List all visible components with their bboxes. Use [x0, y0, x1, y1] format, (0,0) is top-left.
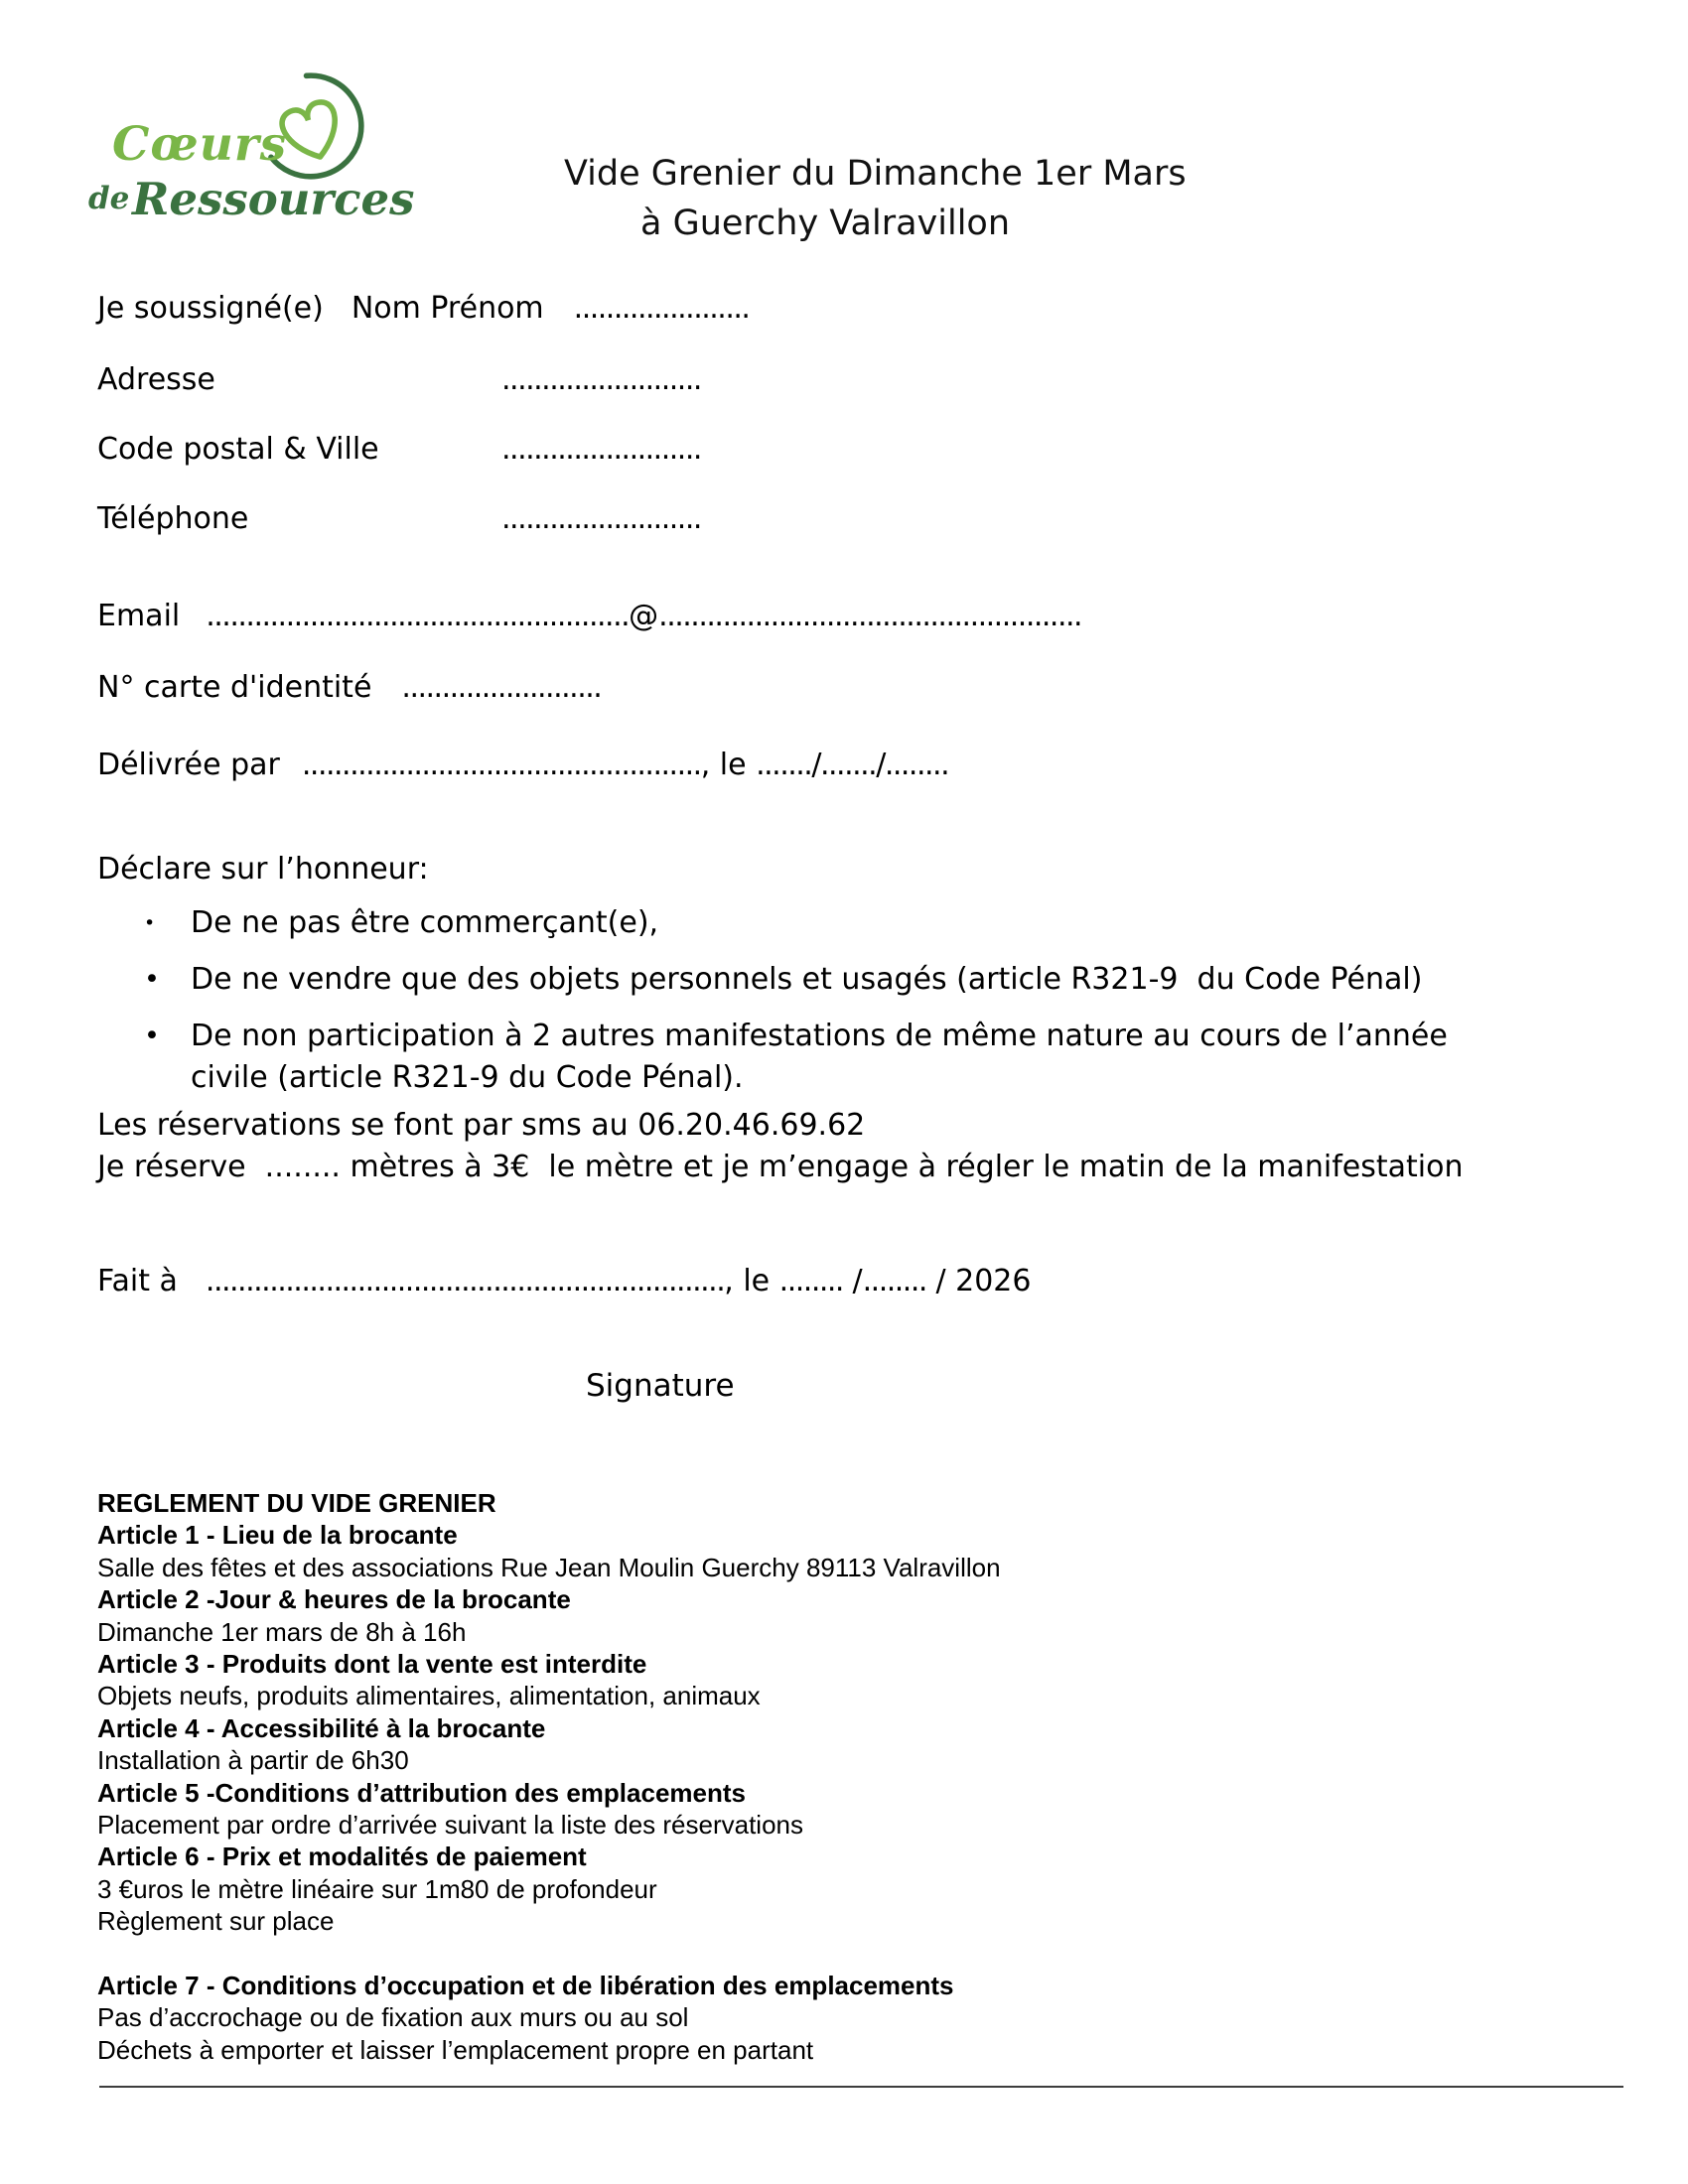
signatory-field-label: Nom Prénom	[351, 291, 544, 326]
rules-heading: REGLEMENT DU VIDE GRENIER	[97, 1488, 496, 1518]
rule-text: Déchets à emporter et laisser l’emplacement propre en partant	[97, 2034, 814, 2065]
place-and-date-row	[97, 1263, 1031, 1300]
fait-slash: /	[842, 1264, 863, 1298]
issued-by-label: Délivrée par	[97, 748, 280, 782]
sms-reservation-line: Les réservations se font par sms au 06.20.46.69.62	[97, 1108, 866, 1143]
issued-by-row	[97, 747, 948, 784]
bullet-icon: •	[144, 964, 160, 995]
email-row	[97, 598, 1081, 635]
fait-year: 2026	[955, 1264, 1032, 1298]
reserve-meters-line: Je réserve ........ mètres à 3€ le mètre et je m’engage à régler le matin de la manifestation	[97, 1150, 1464, 1184]
rule-article-4: Article 4 - Accessibilité à la brocante	[97, 1712, 546, 1743]
postal-city-label: Code postal & Ville	[97, 432, 379, 467]
rule-text: Installation à partir de 6h30	[97, 1745, 409, 1776]
rules-section	[97, 1487, 1001, 2066]
rule-article-1: Article 1 - Lieu de la brocante	[97, 1520, 458, 1551]
signatory-row	[97, 290, 749, 328]
declaration-bullet-3	[97, 1016, 1507, 1099]
bullet-text: De ne pas être commerçant(e),	[191, 905, 659, 940]
declaration-heading: Déclare sur l’honneur:	[97, 852, 429, 887]
postal-city-dotted-line: .........................	[501, 432, 701, 467]
fait-a-dotted-line: .................................................................	[205, 1264, 725, 1298]
rule-text: Dimanche 1er mars de 8h à 16h	[97, 1616, 467, 1647]
address-dotted-line: .........................	[501, 362, 701, 397]
id-card-label: N° carte d'identité	[97, 670, 372, 705]
logo-coeurs-de-ressources	[84, 69, 415, 243]
logo-word-ressources: Ressources	[132, 173, 415, 225]
rule-article-3: Article 3 - Produits dont la vente est interdite	[97, 1649, 647, 1680]
email-dotted-line-domain: .....................................................	[658, 599, 1082, 633]
email-dotted-line-local: .....................................................	[206, 599, 630, 633]
fait-month-dots: ........	[862, 1264, 926, 1298]
issued-date-dotted-line: ......./......./........	[756, 748, 949, 782]
bottom-divider	[99, 2086, 1623, 2088]
fait-slash: /	[925, 1264, 956, 1298]
signature-label: Signature	[586, 1368, 735, 1404]
fait-date-prefix: , le	[724, 1264, 779, 1298]
rule-text: Salle des fêtes et des associations Rue Jean Moulin Guerchy 89113 Valravillon	[97, 1552, 1001, 1582]
rule-text: Placement par ordre d’arrivée suivant la liste des réservations	[97, 1810, 804, 1841]
rule-article-6: Article 6 - Prix et modalités de paiement	[97, 1842, 587, 1872]
rule-article-5: Article 5 -Conditions d’attribution des emplacements	[97, 1777, 746, 1808]
document-title	[564, 149, 1187, 248]
address-row	[97, 361, 701, 399]
id-card-dotted-line: .........................	[401, 670, 602, 705]
rule-text: Pas d’accrochage ou de fixation aux murs ou au sol	[97, 2002, 689, 2033]
bullet-icon: •	[144, 912, 156, 934]
bullet-text: De non participation à 2 autres manifestations de même nature au cours de l’année civile (article R321-9 du Code Pénal).	[191, 1019, 1458, 1095]
issued-by-dotted-line: ..................................................	[301, 748, 701, 782]
phone-row	[97, 500, 701, 538]
postal-city-row	[97, 431, 701, 469]
phone-label: Téléphone	[97, 501, 249, 536]
email-at-sign: @	[629, 599, 659, 633]
declaration-bullet-1	[97, 902, 1507, 944]
address-label: Adresse	[97, 362, 215, 397]
rule-article-2: Article 2 -Jour & heures de la brocante	[97, 1584, 571, 1615]
fait-day-dots: ........	[778, 1264, 843, 1298]
signatory-dotted-line: ......................	[573, 291, 750, 326]
title-line-1: Vide Grenier du Dimanche 1er Mars	[564, 154, 1187, 194]
logo-word-coeurs: Cœurs	[112, 117, 288, 172]
rule-text: Règlement sur place	[97, 1906, 335, 1937]
reservation-section	[97, 1105, 1463, 1188]
declaration-bullet-2	[97, 959, 1507, 1001]
issued-date-prefix: , le	[700, 748, 757, 782]
phone-dotted-line: .........................	[501, 501, 701, 536]
declaration-section	[97, 852, 1507, 1114]
id-card-row	[97, 669, 601, 707]
rule-article-7: Article 7 - Conditions d’occupation et de libération des emplacements	[97, 1970, 954, 2000]
signatory-label: Je soussigné(e)	[97, 291, 324, 326]
logo-word-de: de	[88, 181, 130, 216]
email-label: Email	[97, 599, 181, 633]
bullet-text: De ne vendre que des objets personnels et usagés (article R321-9 du Code Pénal)	[191, 962, 1423, 997]
rule-text: Objets neufs, produits alimentaires, alimentation, animaux	[97, 1681, 761, 1711]
bullet-icon: •	[144, 1021, 160, 1051]
fait-a-label: Fait à	[97, 1264, 178, 1298]
title-line-2: à Guerchy Valravillon	[640, 204, 1011, 243]
rule-text: 3 €uros le mètre linéaire sur 1m80 de profondeur	[97, 1873, 657, 1904]
